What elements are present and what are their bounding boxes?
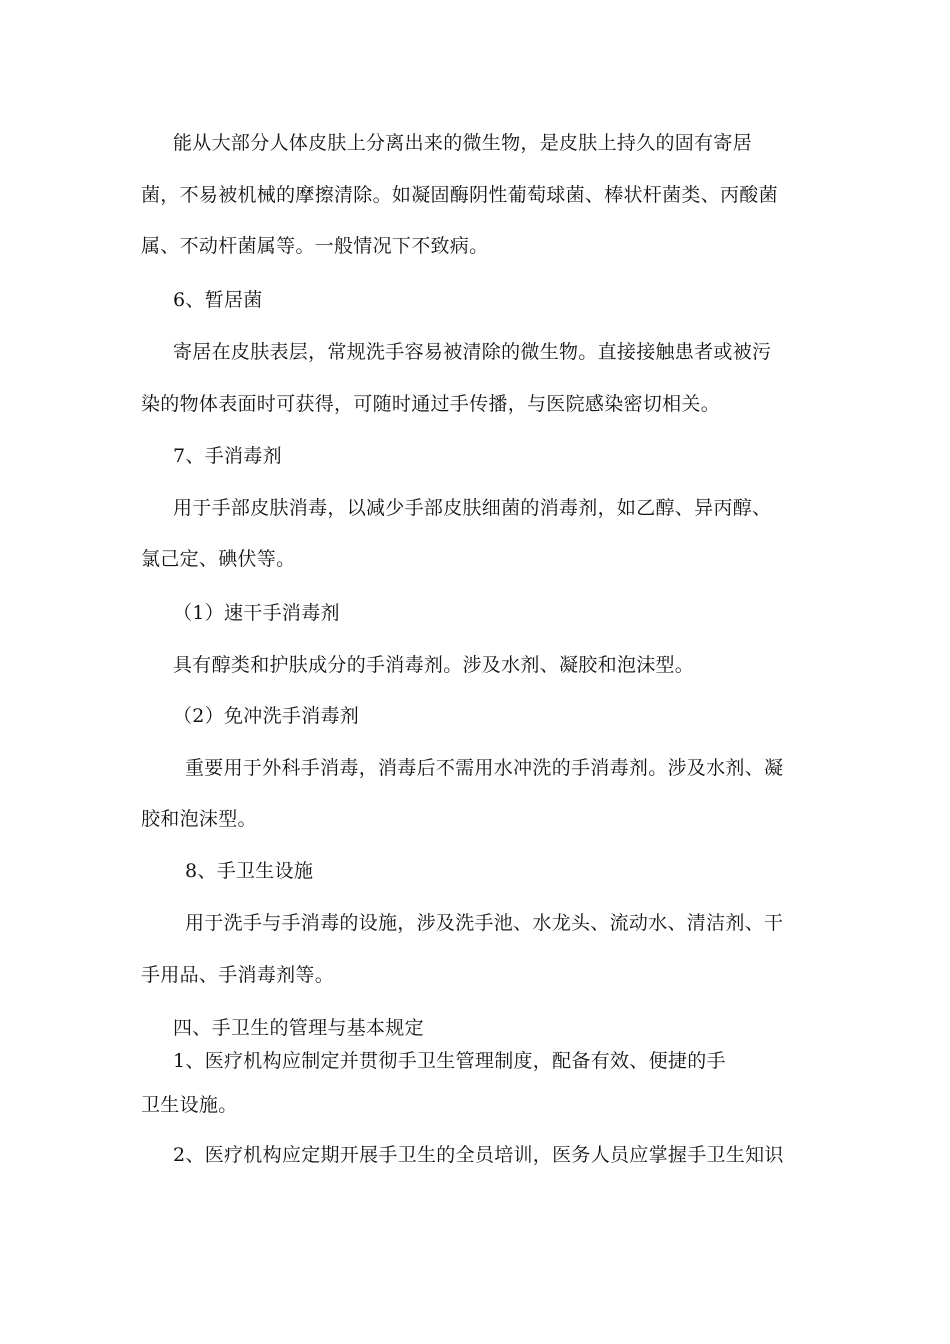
paragraph-quick-dry: 具有醇类和护肤成分的手消毒剂。涉及水剂、凝胶和泡沫型。 xyxy=(173,654,695,676)
text-line: 用于手部皮肤消毒，以减少手部皮肤细菌的消毒剂，如乙醇、异丙醇、 xyxy=(173,497,772,519)
heading-hand-hygiene-facilities: 8、手卫生设施 xyxy=(185,860,314,882)
text-line: 卫生设施。 xyxy=(141,1094,238,1116)
text-line: 1、医疗机构应制定并贯彻手卫生管理制度，配备有效、便捷的手 xyxy=(173,1050,726,1072)
subheading-quick-dry: （1）速干手消毒剂 xyxy=(173,602,340,624)
text-line: 胶和泡沫型。 xyxy=(141,808,257,830)
text-line: 重要用于外科手消毒，消毒后不需用水冲洗的手消毒剂。涉及水剂、凝 xyxy=(185,757,784,779)
text-line: 属、不动杆菌属等。一般情况下不致病。 xyxy=(141,235,489,257)
heading-transient-flora: 6、暂居菌 xyxy=(173,289,263,311)
text-line: 能从大部分人体皮肤上分离出来的微生物，是皮肤上持久的固有寄居 xyxy=(173,132,753,154)
heading-hand-disinfectant: 7、手消毒剂 xyxy=(173,445,282,467)
subheading-rinse-free: （2）免冲洗手消毒剂 xyxy=(173,705,360,727)
section-heading-management: 四、手卫生的管理与基本规定 xyxy=(173,1017,424,1039)
text-line: 菌，不易被机械的摩擦清除。如凝固酶阴性葡萄球菌、棒状杆菌类、丙酸菌 xyxy=(141,184,778,206)
text-line: 氯己定、碘伏等。 xyxy=(141,548,296,570)
text-line: 寄居在皮肤表层，常规洗手容易被清除的微生物。直接接触患者或被污 xyxy=(173,341,772,363)
paragraph-rule-2: 2、医疗机构应定期开展手卫生的全员培训，医务人员应掌握手卫生知识 xyxy=(173,1144,784,1166)
text-line: 手用品、手消毒剂等。 xyxy=(141,964,335,986)
text-line: 染的物体表面时可获得，可随时通过手传播，与医院感染密切相关。 xyxy=(141,393,721,415)
text-line: 用于洗手与手消毒的设施，涉及洗手池、水龙头、流动水、清洁剂、干 xyxy=(185,912,784,934)
